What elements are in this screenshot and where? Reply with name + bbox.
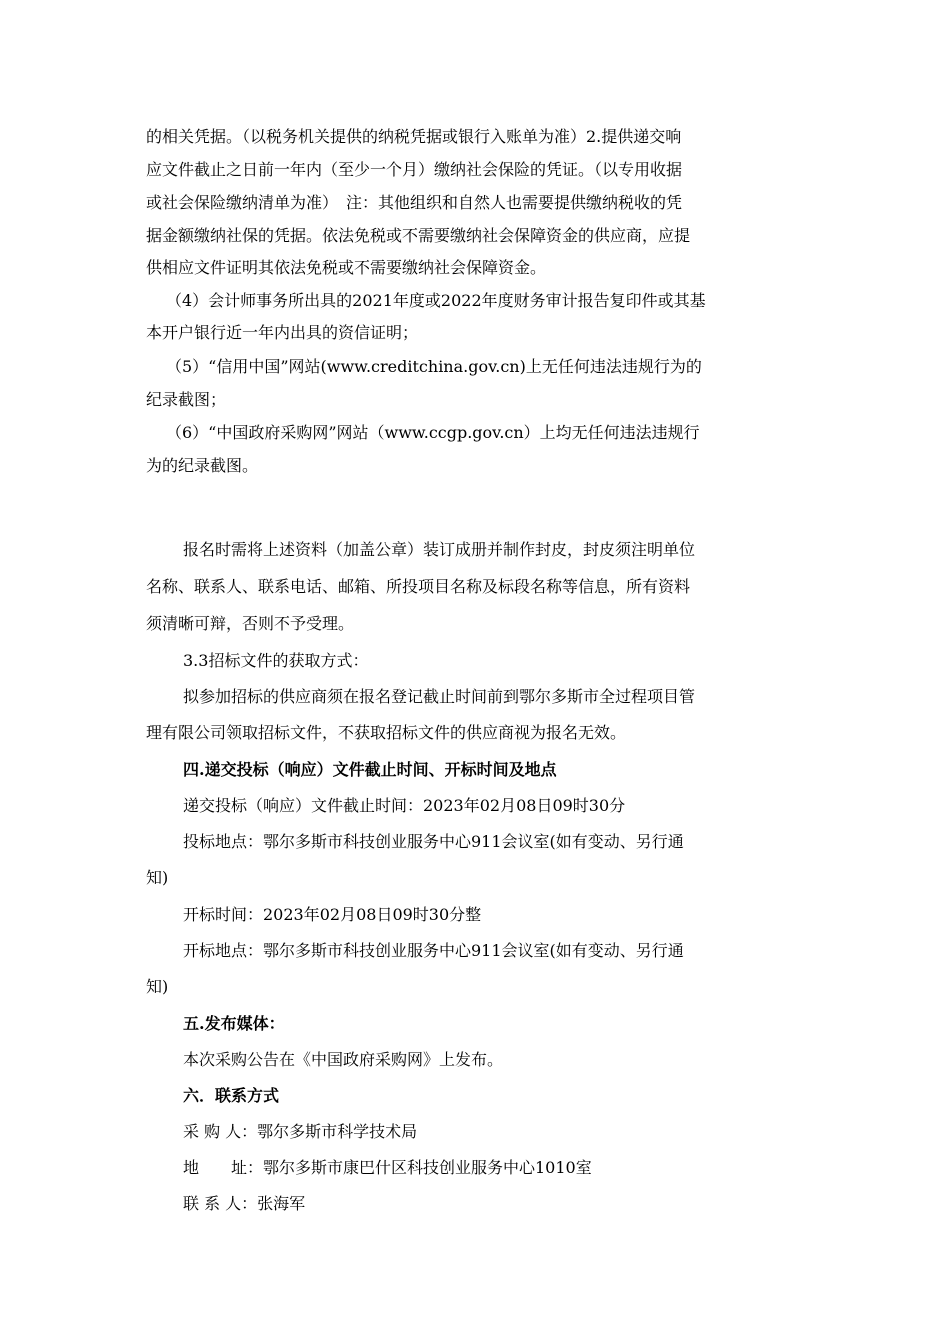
paragraph-line: 纪录截图； — [146, 390, 227, 409]
paragraph-line: （6）“中国政府采购网”网站（www.ccgp.gov.cn）上均无任何违法违规行 — [166, 423, 700, 442]
paragraph-line: 名称、联系人、联系电话、邮箱、所投项目名称及标段名称等信息，所有资料 — [146, 577, 691, 596]
paragraph-line: 或社会保险缴纳清单为准） 注：其他组织和自然人也需要提供缴纳税收的凭 — [146, 193, 683, 212]
paragraph-line: 须清晰可辩，否则不予受理。 — [146, 614, 355, 633]
section-heading-5: 五.发布媒体： — [183, 1014, 285, 1033]
paragraph-line: 的相关凭据。（以税务机关提供的纳税凭据或银行入账单为准）2.提供递交响 — [146, 127, 682, 146]
section-heading-6: 六．联系方式 — [183, 1086, 280, 1105]
paragraph-line: 报名时需将上述资料（加盖公章）装订成册并制作封皮，封皮须注明单位 — [183, 540, 696, 559]
paragraph-line: （4）会计师事务所出具的2021年度或2022年度财务审计报告复印件或其基 — [166, 291, 706, 310]
contact-person: 联 系 人：张海军 — [183, 1194, 306, 1213]
paragraph-line: 投标地点：鄂尔多斯市科技创业服务中心911会议室(如有变动、另行通 — [183, 832, 684, 851]
paragraph-line: 供相应文件证明其依法免税或不需要缴纳社会保障资金。 — [146, 258, 547, 277]
paragraph-line: 开标时间：2023年02月08日09时30分整 — [183, 905, 482, 924]
paragraph-line: （5）“信用中国”网站(www.creditchina.gov.cn)上无任何违法违规行为的 — [166, 357, 702, 376]
paragraph-line: 本开户银行近一年内出具的资信证明； — [146, 323, 419, 342]
paragraph-line: 本次采购公告在《中国政府采购网》上发布。 — [183, 1050, 504, 1069]
paragraph-line: 据金额缴纳社保的凭据。依法免税或不需要缴纳社会保障资金的供应商，应提 — [146, 226, 691, 245]
paragraph-line: 拟参加招标的供应商须在报名登记截止时间前到鄂尔多斯市全过程项目管 — [183, 687, 696, 706]
contact-buyer: 采 购 人：鄂尔多斯市科学技术局 — [183, 1122, 418, 1141]
paragraph-line: 知) — [146, 977, 169, 996]
contact-address: 地 址：鄂尔多斯市康巴什区科技创业服务中心1010室 — [183, 1158, 592, 1177]
paragraph-line: 理有限公司领取招标文件，不获取招标文件的供应商视为报名无效。 — [146, 723, 627, 742]
paragraph-line: 知) — [146, 868, 169, 887]
section-heading-4: 四.递交投标（响应）文件截止时间、开标时间及地点 — [183, 760, 557, 779]
paragraph-line: 为的纪录截图。 — [146, 456, 259, 475]
paragraph-line: 3.3招标文件的获取方式： — [183, 651, 369, 670]
paragraph-line: 开标地点：鄂尔多斯市科技创业服务中心911会议室(如有变动、另行通 — [183, 941, 684, 960]
paragraph-line: 递交投标（响应）文件截止时间：2023年02月08日09时30分 — [183, 796, 626, 815]
paragraph-line: 应文件截止之日前一年内（至少一个月）缴纳社会保险的凭证。（以专用收据 — [146, 160, 683, 179]
